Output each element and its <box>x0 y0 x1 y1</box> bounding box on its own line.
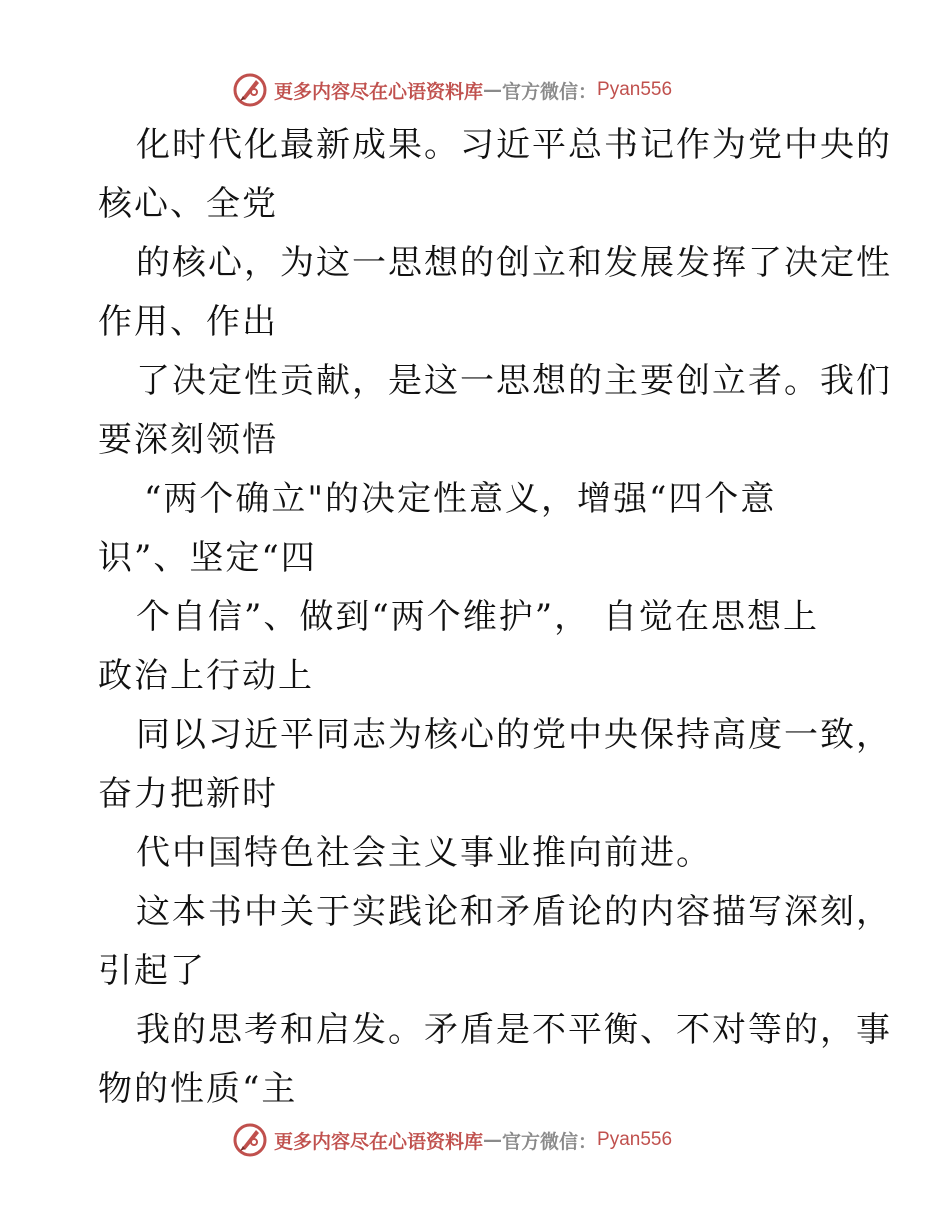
header-watermark <box>232 70 672 110</box>
text-line: 要深刻领悟 <box>98 420 278 460</box>
watermark-dash: — <box>483 79 503 101</box>
text-line: 核心、全党 <box>98 184 278 224</box>
text-line: 化时代化最新成果。习近平总书记作为党中央的 <box>136 125 892 165</box>
text-line: 物的性质“主 <box>98 1069 298 1109</box>
watermark-dash: — <box>483 1129 503 1151</box>
text-line: 作用、作出 <box>98 302 278 342</box>
watermark-middle: 官方微信： <box>502 80 598 103</box>
text-line: 个自信”、做到“两个维护”， 自觉在思想上 <box>136 597 819 637</box>
text-line: 政治上行动上 <box>98 656 314 696</box>
watermark-prefix: 更多内容尽在心语资料库 <box>274 80 484 103</box>
text-line: 的核心，为这一思想的创立和发展发挥了决定性 <box>136 243 892 283</box>
footer-watermark <box>232 1120 672 1160</box>
text-line: 同以习近平同志为核心的党中央保持高度一致， <box>136 715 892 755</box>
text-line: 了决定性贡献，是这一思想的主要创立者。我们 <box>136 361 892 401</box>
watermark-id: Pyan556 <box>597 1129 673 1150</box>
watermark-middle: 官方微信： <box>502 1130 598 1153</box>
text-line: 这本书中关于实践论和矛盾论的内容描写深刻， <box>136 892 892 932</box>
quill-logo-icon <box>232 1122 268 1158</box>
text-line: 识”、坚定“四 <box>98 538 317 578</box>
document-body <box>98 116 892 1119</box>
text-line: “两个确立"的决定性意义，增强“四个意 <box>144 479 777 519</box>
text-line: 奋力把新时 <box>98 774 278 814</box>
text-line: 代中国特色社会主义事业推向前进。 <box>136 833 712 873</box>
quill-logo-icon <box>232 72 268 108</box>
text-line: 我的思考和启发。矛盾是不平衡、不对等的，事 <box>136 1010 892 1050</box>
watermark-prefix: 更多内容尽在心语资料库 <box>274 1130 484 1153</box>
watermark-id: Pyan556 <box>597 79 673 100</box>
text-line: 引起了 <box>98 951 206 991</box>
